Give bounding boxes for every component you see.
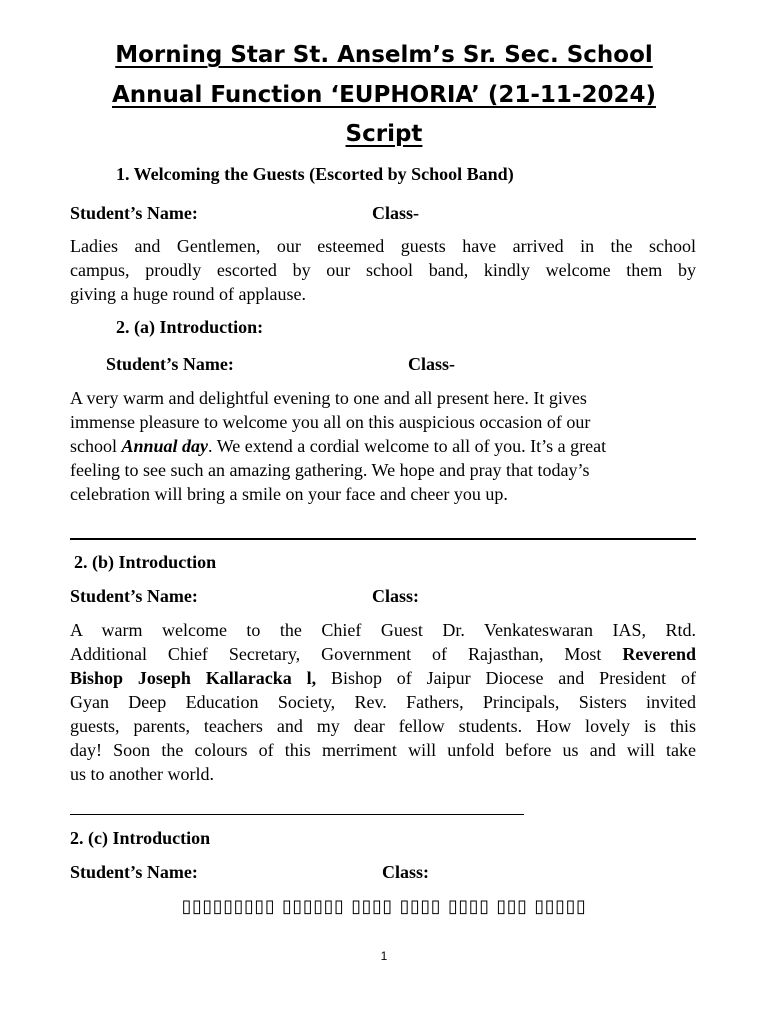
section-2b-class-label: Class: bbox=[372, 586, 420, 606]
short-divider bbox=[70, 814, 524, 815]
section-2c-heading: 2. (c) Introduction bbox=[70, 828, 211, 848]
paragraph-line: Ladies and Gentlemen, our esteemed guests have arrived in the school bbox=[70, 236, 696, 256]
paragraph-line bbox=[70, 642, 696, 666]
section-2b-paragraph bbox=[70, 618, 696, 786]
section-2c-student-label: Student’s Name: bbox=[70, 862, 198, 882]
paragraph-line: giving a huge round of applause. bbox=[70, 284, 306, 304]
paragraph-line: immense pleasure to welcome you all on this auspicious occasion of our bbox=[70, 412, 591, 432]
annual-day-emphasis: Annual day bbox=[121, 436, 209, 456]
page-number: 1 bbox=[380, 949, 388, 963]
paragraph-line bbox=[70, 434, 696, 458]
script-title: Script bbox=[345, 121, 423, 147]
paragraph-line: us to another world. bbox=[70, 764, 214, 784]
section-1-student-label: Student’s Name: bbox=[70, 203, 198, 223]
text-run: . We extend a cordial welcome to all of you. It’s a great bbox=[208, 436, 607, 456]
section-divider bbox=[70, 538, 696, 540]
paragraph-line: campus, proudly escorted by our school band, kindly welcome them by bbox=[70, 260, 696, 280]
bishop-name-emphasis: Bishop Joseph Kallaracka l, bbox=[70, 668, 317, 688]
section-2c-class-label: Class: bbox=[382, 862, 430, 882]
section-1-heading: 1. Welcoming the Guests (Escorted by School Band) bbox=[116, 164, 514, 184]
section-2a-heading: 2. (a) Introduction: bbox=[116, 317, 264, 337]
paragraph-line: A very warm and delightful evening to one and all present here. It gives bbox=[70, 388, 587, 408]
school-name-title: Morning Star St. Anselm’s Sr. Sec. School bbox=[115, 42, 653, 68]
paragraph-line: celebration will bring a smile on your face and cheer you up. bbox=[70, 484, 508, 504]
section-2a-class-label: Class- bbox=[408, 354, 456, 374]
paragraph-line: feeling to see such an amazing gathering. We hope and pray that today’s bbox=[70, 460, 590, 480]
text-run: Bishop of Jaipur Diocese and President of bbox=[316, 668, 696, 688]
paragraph-line: A warm welcome to the Chief Guest Dr. Venkateswaran IAS, Rtd. bbox=[70, 620, 696, 640]
paragraph-line: guests, parents, teachers and my dear fellow students. How lovely is this bbox=[70, 716, 696, 736]
text-run: school bbox=[70, 436, 122, 456]
paragraph-line: day! Soon the colours of this merriment will unfold before us and will take bbox=[70, 740, 696, 760]
section-2b-heading: 2. (b) Introduction bbox=[74, 552, 217, 572]
section-2b-student-label: Student’s Name: bbox=[70, 586, 198, 606]
section-1-paragraph bbox=[70, 234, 696, 306]
paragraph-line bbox=[70, 666, 696, 690]
event-title: Annual Function ‘EUPHORIA’ (21-11-2024) bbox=[112, 82, 656, 108]
paragraph-line: Gyan Deep Education Society, Rev. Fathers, Principals, Sisters invited bbox=[70, 692, 696, 712]
reverend-emphasis: Reverend bbox=[622, 644, 696, 664]
hindi-text-line: ▯▯▯▯▯▯▯▯▯ ▯▯▯▯▯▯ ▯▯▯▯ ▯▯▯▯ ▯▯▯▯ ▯▯▯ ▯▯▯▯▯ bbox=[181, 896, 587, 917]
section-2a-paragraph bbox=[70, 386, 696, 506]
section-2a-student-label: Student’s Name: bbox=[106, 354, 234, 374]
section-1-class-label: Class- bbox=[372, 203, 420, 223]
text-run: Additional Chief Secretary, Government of Rajasthan, Most bbox=[70, 644, 623, 664]
